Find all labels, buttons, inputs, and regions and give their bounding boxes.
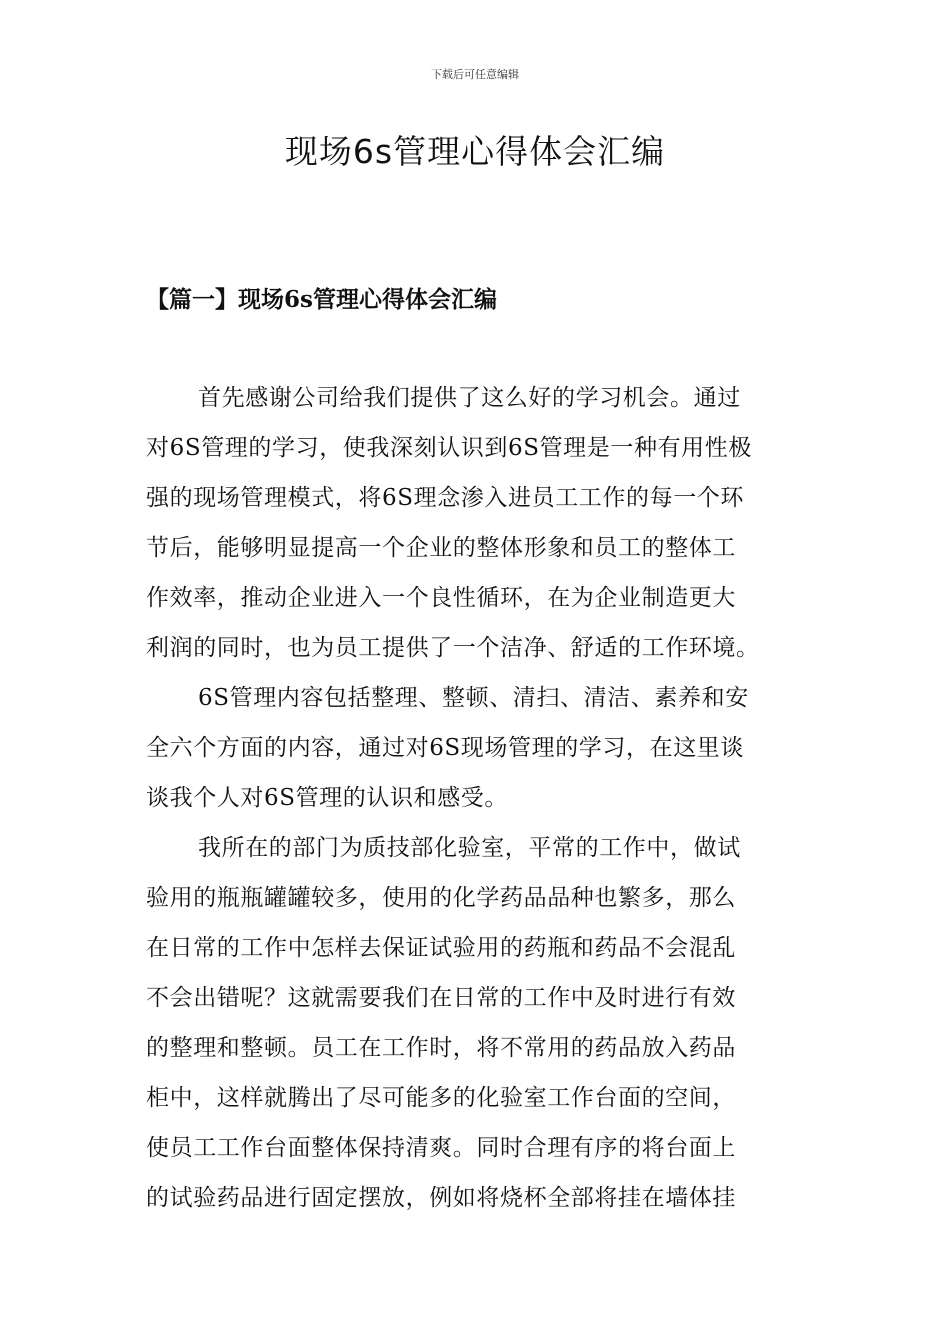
text-line: 强的现场管理模式，将6S理念渗入进员工工作的每一个环	[146, 485, 744, 511]
paragraph-2	[146, 673, 808, 823]
text-line: 不会出错呢？这就需要我们在日常的工作中及时进行有效	[146, 985, 736, 1011]
header-note: 下载后可任意编辑	[431, 68, 519, 81]
text-line: 作效率，推动企业进入一个良性循环，在为企业制造更大	[146, 585, 736, 611]
paragraph-1	[146, 373, 808, 673]
text-line: 的整理和整顿。员工在工作时，将不常用的药品放入药品	[146, 1035, 736, 1061]
text-line: 柜中，这样就腾出了尽可能多的化验室工作台面的空间，	[146, 1085, 736, 1111]
text-line: 首先感谢公司给我们提供了这么好的学习机会。通过	[198, 385, 741, 411]
text-line: 在日常的工作中怎样去保证试验用的药瓶和药品不会混乱	[146, 935, 736, 961]
text-line: 我所在的部门为质技部化验室，平常的工作中，做试	[198, 835, 741, 861]
text-line: 6S管理内容包括整理、整顿、清扫、清洁、素养和安	[198, 685, 749, 711]
text-line: 对6S管理的学习，使我深刻认识到6S管理是一种有用性极	[146, 435, 752, 461]
text-line: 全六个方面的内容，通过对6S现场管理的学习，在这里谈	[146, 735, 744, 761]
text-line: 谈我个人对6S管理的认识和感受。	[146, 785, 508, 811]
body-text	[146, 373, 808, 1223]
section-heading: 【篇一】现场6s管理心得体会汇编	[146, 286, 497, 313]
paragraph-3	[146, 823, 808, 1223]
text-line: 验用的瓶瓶罐罐较多，使用的化学药品品种也繁多，那么	[146, 885, 736, 911]
text-line: 的试验药品进行固定摆放，例如将烧杯全部将挂在墙体挂	[146, 1185, 736, 1211]
text-line: 使员工工作台面整体保持清爽。同时合理有序的将台面上	[146, 1135, 736, 1161]
document-title: 现场6s管理心得体会汇编	[284, 132, 666, 171]
text-line: 节后，能够明显提高一个企业的整体形象和员工的整体工	[146, 535, 736, 561]
text-line: 利润的同时，也为员工提供了一个洁净、舒适的工作环境。	[146, 635, 760, 661]
